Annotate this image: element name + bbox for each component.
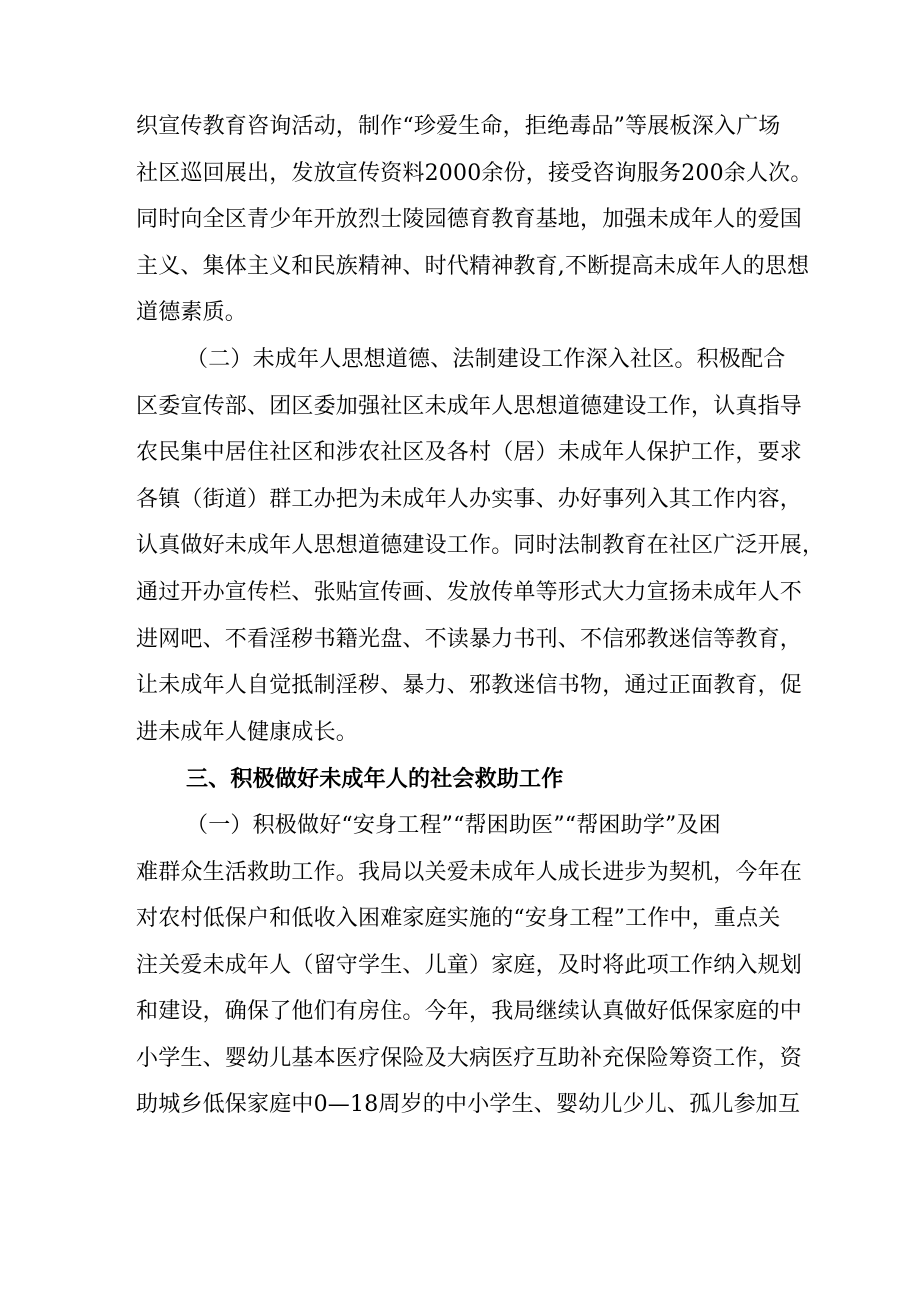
paragraph-line: 社区巡回展出，发放宣传资料2000余份，接受咨询服务200余人次。: [136, 160, 813, 186]
document-body: [136, 104, 825, 1129]
paragraph-line: 通过开办宣传栏、张贴宣传画、发放传单等形式大力宣扬未成年人不: [136, 579, 803, 605]
paragraph-line: 主义、集体主义和民族精神、时代精神教育,不断提高未成年人的思想: [136, 253, 810, 279]
paragraph-line: 织宣传教育咨询活动，制作“珍爱生命，拒绝毒品”等展板深入广场: [136, 114, 781, 139]
paragraph-line: 注关爱未成年人（留守学生、儿童）家庭，及时将此项工作纳入规划: [136, 952, 803, 978]
section-heading: 三、积极做好未成年人的社会救助工作: [186, 766, 564, 793]
paragraph-line: 小学生、婴幼儿基本医疗保险及大病医疗互助补充保险筹资工作，资: [136, 1045, 803, 1071]
paragraph-first-line: （二）未成年人思想道德、法制建设工作深入社区。积极配合: [186, 346, 786, 372]
paragraph-line: 进未成年人健康成长。: [136, 719, 359, 745]
paragraph-first-line: （一）积极做好“安身工程”“帮困助医”“帮困助学”及困: [186, 812, 721, 838]
paragraph-line: 道德素质。: [136, 300, 248, 326]
paragraph-line: 同时向全区青少年开放烈士陵园德育教育基地，加强未成年人的爱国: [136, 207, 803, 233]
paragraph-line: 难群众生活救助工作。我局以关爱未成年人成长进步为契机，今年在: [136, 859, 803, 885]
paragraph-line: 各镇（街道）群工办把为未成年人办实事、办好事列入其工作内容，: [136, 486, 803, 512]
paragraph-line: 农民集中居住社区和涉农社区及各村（居）未成年人保护工作，要求: [136, 440, 803, 466]
paragraph-line: 认真做好未成年人思想道德建设工作。同时法制教育在社区广泛开展，: [136, 533, 825, 559]
paragraph-line: 让未成年人自觉抵制淫秽、暴力、邪教迷信书物，通过正面教育，促: [136, 673, 803, 699]
paragraph-line: 和建设，确保了他们有房住。今年，我局继续认真做好低保家庭的中: [136, 999, 803, 1025]
paragraph-line: 助城乡低保家庭中0—18周岁的中小学生、婴幼儿少儿、孤儿参加互: [136, 1092, 801, 1118]
paragraph-line: 区委宣传部、团区委加强社区未成年人思想道德建设工作，认真指导: [136, 393, 803, 419]
paragraph-line: 对农村低保户和低收入困难家庭实施的“安身工程”工作中，重点关: [136, 906, 781, 932]
paragraph-line: 进网吧、不看淫秽书籍光盘、不读暴力书刊、不信邪教迷信等教育，: [136, 626, 803, 652]
